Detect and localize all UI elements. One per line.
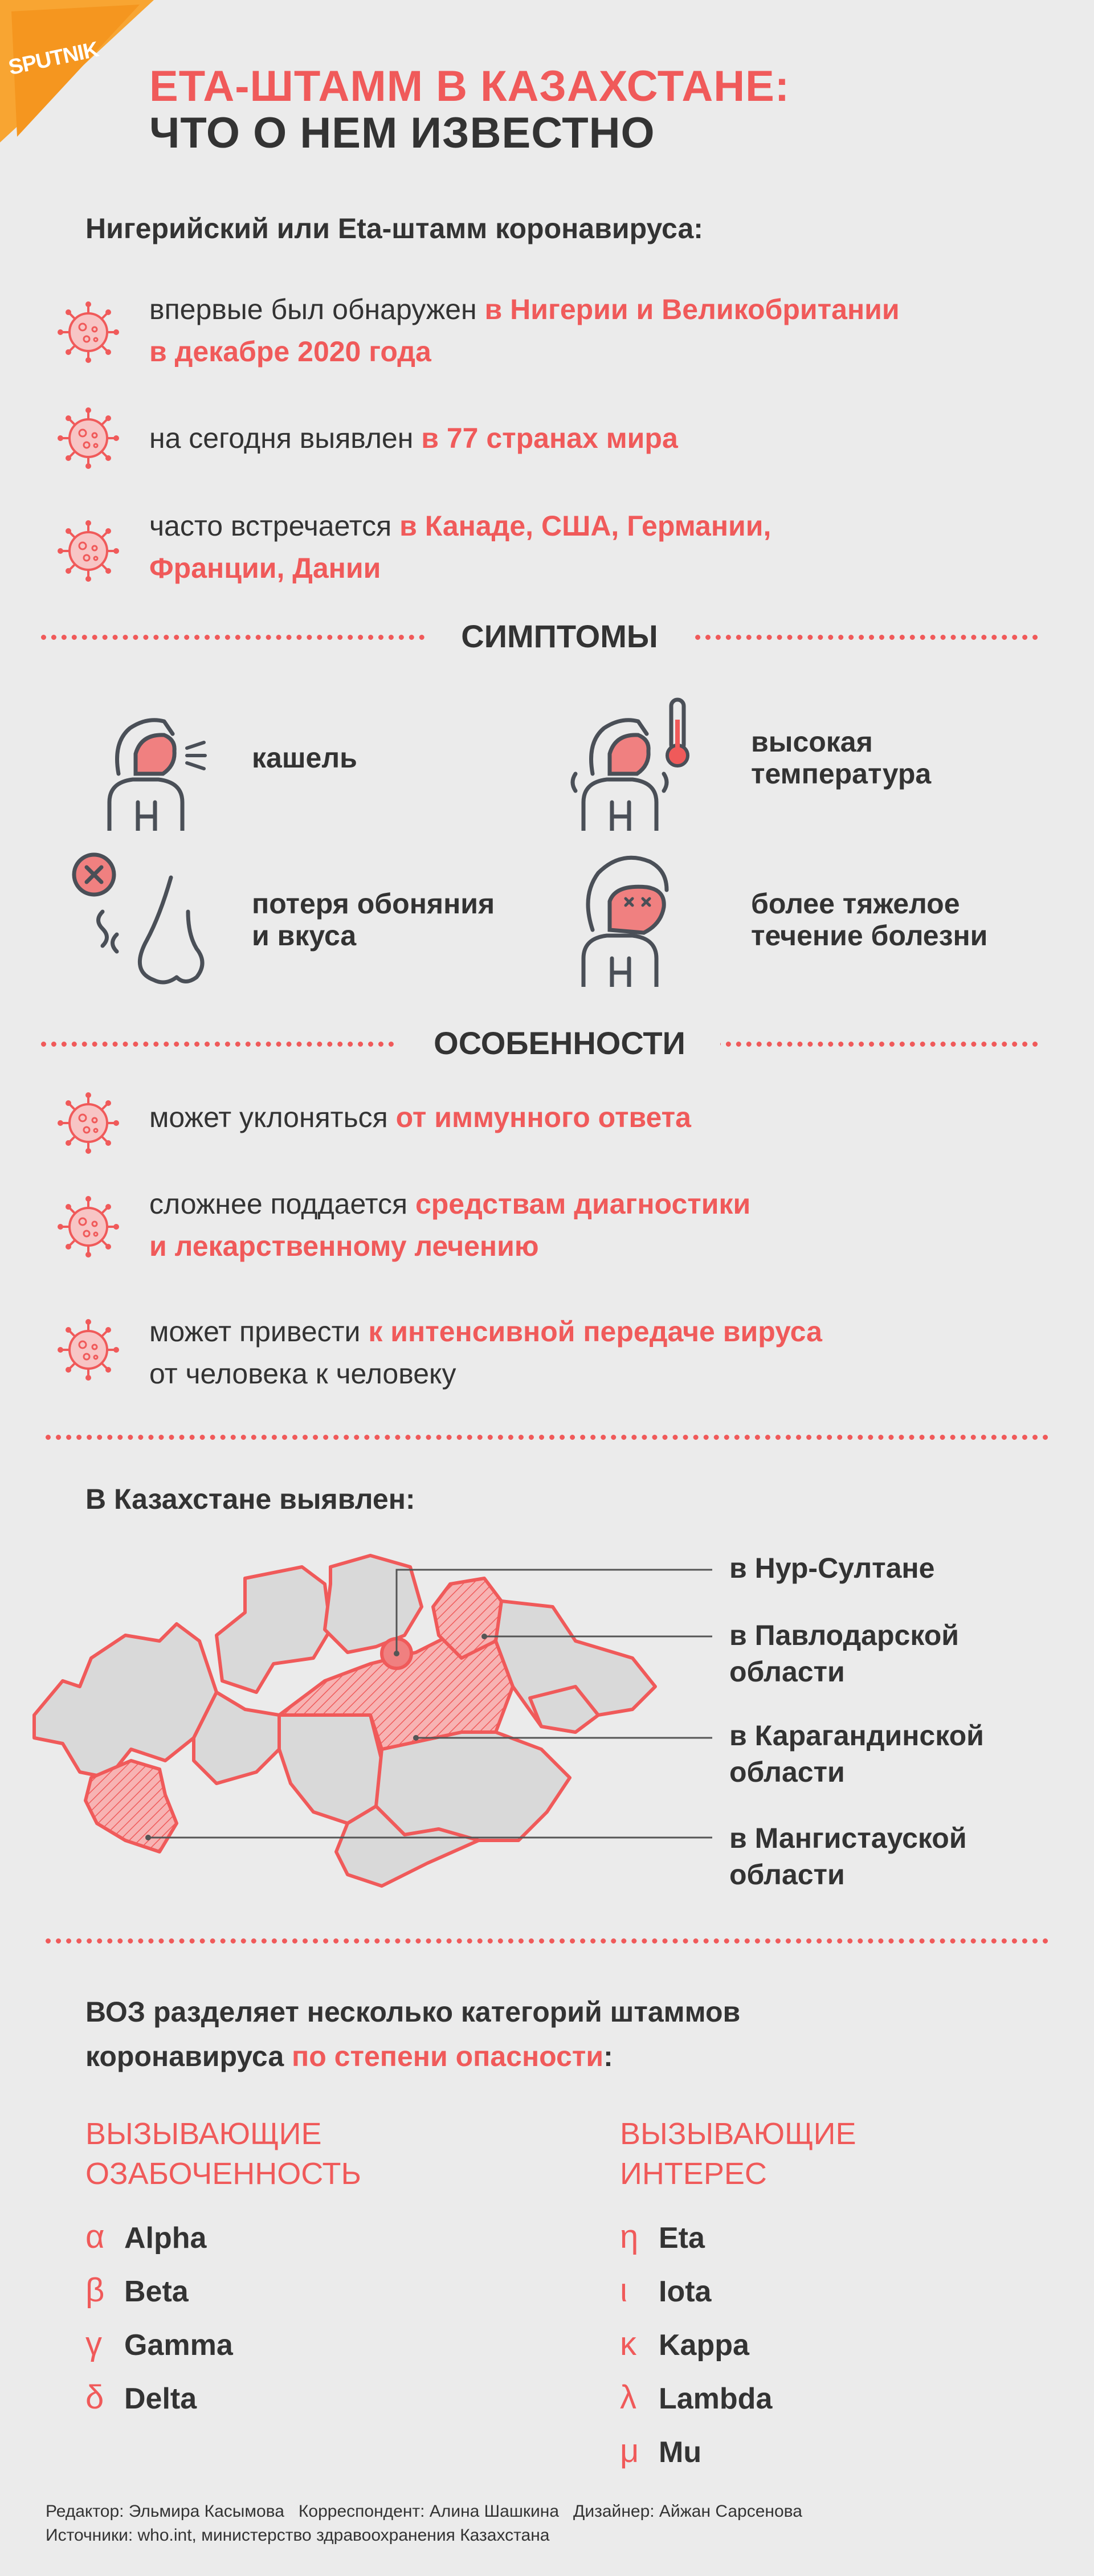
footer-sources: Источники: who.int, министерство здравоохранения Казахстана: [46, 2526, 550, 2545]
variant-gamma: γ Gamma: [85, 2325, 233, 2362]
virus-icon: [57, 301, 120, 364]
page-title-line1: ЕТА-ШТАММ В КАЗАХСТАНЕ:: [149, 62, 790, 111]
virus-icon: [57, 1318, 120, 1381]
region-nur-sultan: в Нур-Султане: [729, 1552, 935, 1584]
virus-icon: [57, 407, 120, 470]
variant-lambda: λ Lambda: [620, 2379, 773, 2416]
interest-title: ВЫЗЫВАЮЩИЕ ИНТЕРЕС: [620, 2117, 856, 2191]
fever-icon: [570, 688, 695, 831]
cough-icon: [101, 688, 210, 831]
fact-3: часто встречается в Канаде, США, Германии, Франции, Дании: [149, 510, 771, 584]
who-intro: ВОЗ разделяет несколько категорий штаммов коронавируса по степени опасности:: [85, 1996, 741, 2072]
virus-icon: [57, 520, 120, 582]
sputnik-logo: [0, 0, 154, 142]
region-mangistau: в Мангистауской области: [729, 1822, 967, 1891]
kazakhstan-heading: В Казахстане выявлен:: [85, 1483, 415, 1515]
variant-iota: ι Iota: [620, 2272, 712, 2309]
concern-list: [85, 2211, 233, 2425]
variant-eta: η Eta: [620, 2218, 705, 2255]
feature-3: может привести к интенсивной передаче вируса от человека к человеку: [149, 1316, 822, 1390]
divider: [46, 1435, 1048, 1440]
symptom-severe: более тяжелое течение болезни: [751, 888, 988, 952]
variant-mu: μ Mu: [620, 2432, 702, 2469]
variant-alpha: α Alpha: [85, 2218, 207, 2255]
kazakhstan-map: [28, 1544, 724, 1909]
symptoms-title: СИМПТОМЫ: [426, 618, 693, 655]
logo-text: SPUTNIK: [6, 37, 101, 80]
virus-icon: [57, 1092, 120, 1154]
variant-beta: β Beta: [85, 2272, 189, 2309]
fact-2: на сегодня выявлен в 77 странах мира: [149, 422, 678, 454]
symptom-cough: кашель: [252, 742, 357, 774]
region-karaganda: в Карагандинской области: [729, 1720, 984, 1788]
feature-1: может уклоняться от иммунного ответа: [149, 1101, 691, 1133]
symptom-fever: высокая температура: [751, 726, 932, 790]
symptom-smell-loss: потеря обоняния и вкуса: [252, 888, 495, 952]
features-title: ОСОБЕННОСТИ: [399, 1024, 720, 1062]
page-title-line2: ЧТО О НЕМ ИЗВЕСТНО: [149, 109, 655, 157]
severe-illness-icon: [575, 844, 689, 987]
smell-loss-icon: [68, 849, 217, 991]
virus-icon: [57, 1195, 120, 1258]
variant-delta: δ Delta: [85, 2379, 197, 2416]
concern-title: ВЫЗЫВАЮЩИЕ ОЗАБОЧЕННОСТЬ: [85, 2117, 361, 2191]
region-pavlodar: в Павлодарской области: [729, 1619, 959, 1688]
intro-heading: Нигерийский или Eta-штамм коронавируса:: [85, 213, 703, 244]
footer-credits: Редактор: Эльмира Касымова Корреспондент: Алина Шашкина Дизайнер: Айжан Сарсенова: [46, 2502, 802, 2521]
fact-1: впервые был обнаружен в Нигерии и Великобритании в декабре 2020 года: [149, 293, 900, 368]
divider: [46, 1938, 1048, 1944]
interest-list: [620, 2211, 772, 2479]
variant-kappa: κ Kappa: [620, 2325, 749, 2362]
feature-2: сложнее поддается средствам диагностики и лекарственному лечению: [149, 1188, 751, 1262]
